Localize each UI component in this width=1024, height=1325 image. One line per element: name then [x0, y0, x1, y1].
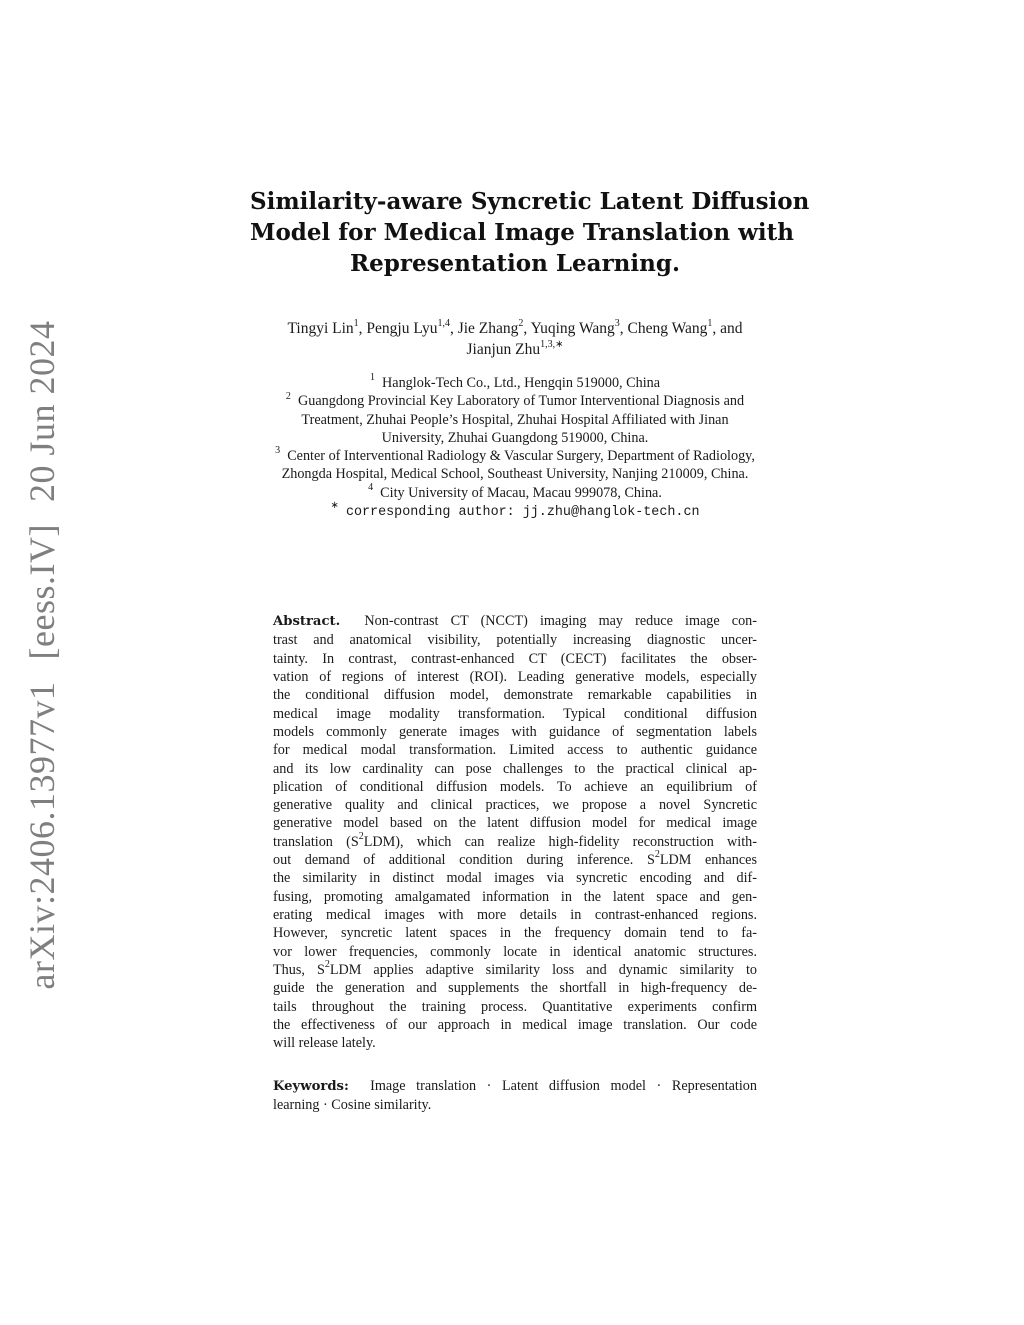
- title-line: Model for Medical Image Translation with: [250, 219, 794, 246]
- superscript: 2: [654, 849, 660, 861]
- affiliation-line: Zhongda Hospital, Medical School, Southeast University, Nanjing 210009, China.: [281, 466, 749, 483]
- abstract-line: will release lately.: [273, 1035, 376, 1052]
- affiliation-text: City University of Macau, Macau 999078, China.: [380, 484, 662, 501]
- author-name: Jianjun Zhu: [466, 341, 541, 358]
- abstract-line: medical image modality transformation. Typical conditional diffusion: [273, 705, 757, 722]
- affiliation-mark: 4: [368, 482, 374, 494]
- abstract-line: generative model based on the latent diffusion model for medical image: [273, 815, 757, 832]
- abstract-label: Abstract.: [273, 614, 341, 629]
- affiliation-text: Hanglok-Tech Co., Ltd., Hengqin 519000, China: [382, 375, 661, 391]
- author-conjunction: and: [720, 320, 743, 337]
- author-list: [200, 318, 830, 360]
- superscript: 2: [358, 831, 364, 843]
- abstract-text: Non-contrast CT (NCCT) imaging may reduce image con-: [364, 613, 757, 629]
- author-affiliation-mark: 1: [353, 317, 359, 329]
- title-line: Representation Learning.: [350, 250, 680, 277]
- keywords-label: Keywords:: [273, 1079, 349, 1094]
- abstract-line: [273, 833, 757, 851]
- abstract-text: out demand of additional condition during inference. S: [273, 852, 655, 869]
- arxiv-identifier[interactable]: arXiv:2406.13977v1: [22, 681, 62, 990]
- paper-title: [250, 186, 810, 279]
- abstract-text: LDM enhances: [659, 852, 757, 869]
- affiliation-line: [200, 392, 830, 410]
- author-name: Pengju Lyu: [366, 320, 438, 337]
- affiliation-mark: ∗: [330, 500, 339, 512]
- abstract-line: generative quality and clinical practices, we propose a novel Syncretic: [273, 797, 757, 814]
- author-name: Tingyi Lin: [287, 320, 354, 337]
- affiliation-list: [200, 374, 830, 522]
- abstract-line: the effectiveness of our approach in medical image translation. Our code: [273, 1016, 757, 1033]
- corresponding-author-line: [200, 502, 830, 522]
- author-affiliation-mark: 1: [707, 317, 713, 329]
- abstract-line: erating medical images with more details in contrast-enhanced regions.: [273, 907, 757, 923]
- abstract-line: trast and anatomical visibility, potentially increasing diagnostic uncer-: [273, 632, 757, 649]
- author-name: Cheng Wang: [627, 320, 708, 337]
- abstract-line: [273, 851, 757, 869]
- affiliation-mark: 1: [369, 372, 375, 384]
- affiliation-mark: 3: [275, 445, 281, 457]
- title-line: Similarity-aware Syncretic Latent Diffusion: [250, 188, 810, 215]
- abstract-line: fusing, promoting amalgamated information in the latent space and gen-: [273, 888, 757, 905]
- affiliation-text: Guangdong Provincial Key Laboratory of Tumor Interventional Diagnosis and: [298, 393, 745, 410]
- abstract-line: for medical modal transformation. Limited access to authentic guidance: [273, 742, 757, 759]
- affiliation-line: Treatment, Zhuhai People’s Hospital, Zhuhai Hospital Affiliated with Jinan: [301, 411, 729, 428]
- abstract-line: vation of regions of interest (ROI). Leading generative models, especially: [273, 668, 757, 685]
- arxiv-date: 20 Jun 2024: [22, 320, 62, 503]
- author-affiliation-mark: 2: [518, 317, 524, 329]
- abstract-line: tails throughout the training process. Quantitative experiments confirm: [273, 998, 757, 1015]
- abstract-line: tainty. In contrast, contrast-enhanced CT (CECT) facilitates the obser-: [273, 650, 757, 667]
- abstract-line: the similarity in distinct modal images via syncretic encoding and dif-: [273, 870, 757, 887]
- abstract-line: However, syncretic latent spaces in the frequency domain tend to fa-: [273, 925, 757, 942]
- abstract-text: LDM applies adaptive similarity loss and dynamic similarity to: [329, 961, 758, 978]
- arxiv-side-stamp: [21, 321, 63, 990]
- keywords-line: learning · Cosine similarity.: [273, 1097, 432, 1114]
- keywords: [273, 1077, 757, 1115]
- abstract: [273, 612, 757, 1053]
- abstract-text: translation (S: [273, 833, 359, 850]
- affiliation-line: [200, 484, 830, 502]
- superscript: 2: [324, 959, 330, 971]
- author-name: Yuqing Wang: [530, 320, 615, 337]
- abstract-line: the conditional diffusion model, demonstrate remarkable capabilities in: [273, 687, 757, 704]
- abstract-line: and its low cardinality can pose challenges to the practical clinical ap-: [273, 760, 757, 777]
- abstract-text: LDM), which can realize high-fidelity reconstruction with-: [363, 833, 757, 850]
- author-affiliation-mark: 1,3,∗: [540, 338, 564, 350]
- keywords-text: Image translation · Latent diffusion model · Representation: [370, 1078, 757, 1094]
- corresponding-author-email[interactable]: corresponding author: jj.zhu@hanglok-tech.cn: [345, 505, 700, 521]
- author-line: Tingyi Lin$^1$, Pengju Lyu$^{1,4}$, Jie Zhang$^2$, Yuqing Wang$^3$, Cheng Wang$^1$, and: [287, 317, 743, 337]
- affiliation-line: [200, 374, 830, 392]
- author-affiliation-mark: 1,4: [437, 317, 450, 329]
- keywords-line: [273, 1077, 757, 1096]
- abstract-line: vor lower frequencies, commonly locate in identical anatomic structures.: [273, 943, 757, 960]
- author-name: Jie Zhang: [457, 320, 519, 337]
- abstract-line: plication of conditional diffusion models. To achieve an equilibrium of: [273, 778, 757, 795]
- abstract-text: Thus, S: [273, 961, 325, 978]
- author-affiliation-mark: 3: [614, 317, 620, 329]
- affiliation-mark: 2: [285, 390, 291, 402]
- abstract-line: guide the generation and supplements the shortfall in high-frequency de-: [273, 980, 757, 997]
- affiliation-line: [200, 447, 830, 465]
- author-line: [200, 339, 830, 360]
- abstract-line: [273, 961, 757, 979]
- affiliation-text: Center of Interventional Radiology & Vascular Surgery, Department of Radiology,: [287, 448, 755, 465]
- affiliation-line: University, Zhuhai Guangdong 519000, China.: [381, 429, 649, 446]
- abstract-line: models commonly generate images with guidance of segmentation labels: [273, 723, 757, 740]
- abstract-line: [273, 612, 757, 631]
- arxiv-category: [eess.IV]: [22, 524, 62, 660]
